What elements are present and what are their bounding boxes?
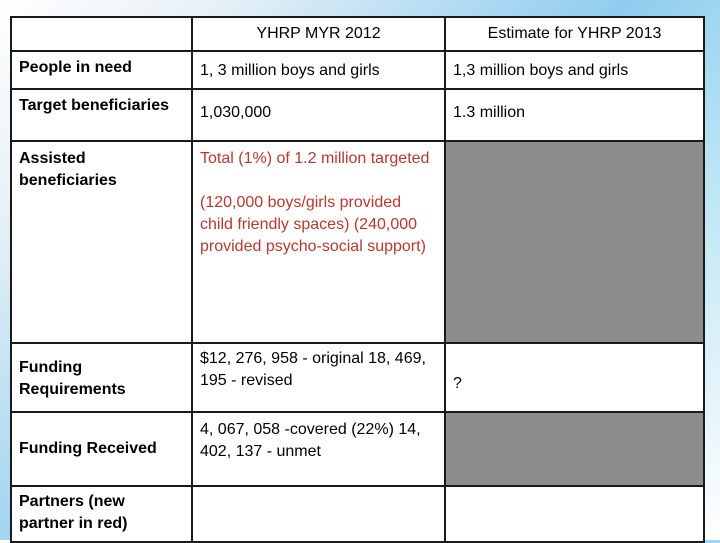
header-yhrp-2012: YHRP MYR 2012 <box>192 17 445 51</box>
row-label-assisted-beneficiaries: Assisted beneficiaries <box>11 141 192 343</box>
row-label-partners: Partners (new partner in red) <box>11 486 192 542</box>
table-row <box>11 343 704 412</box>
funding-received-2013 <box>445 412 704 486</box>
people-in-need-2012: 1, 3 million boys and girls <box>192 51 445 89</box>
table-row <box>11 51 704 89</box>
assisted-total-text: Total (1%) of 1.2 million targeted <box>200 150 430 167</box>
people-in-need-2013: 1,3 million boys and girls <box>445 51 704 89</box>
row-label-target-beneficiaries: Target beneficiaries <box>11 89 192 141</box>
row-label-funding-requirements: Funding Requirements <box>11 343 192 412</box>
target-beneficiaries-2013: 1.3 million <box>445 89 704 141</box>
assisted-beneficiaries-2012 <box>192 141 445 343</box>
table-row <box>11 141 704 343</box>
partners-2012 <box>192 486 445 542</box>
assisted-breakdown-text: (120,000 boys/girls provided child friendly spaces) (240,000 provided psycho-social support) <box>200 194 426 255</box>
funding-requirements-2013: ? <box>445 343 704 412</box>
funding-received-2012: 4, 067, 058 -covered (22%) 14, 402, 137 - unmet <box>192 412 445 486</box>
beneficiary-table <box>10 16 705 543</box>
assisted-beneficiaries-2013 <box>445 141 704 343</box>
row-label-people-in-need: People in need <box>11 51 192 89</box>
table-row <box>11 89 704 141</box>
row-label-funding-received: Funding Received <box>11 412 192 486</box>
header-estimate-2013: Estimate for YHRP 2013 <box>445 17 704 51</box>
table-row <box>11 486 704 542</box>
target-beneficiaries-2012: 1,030,000 <box>192 89 445 141</box>
table-row <box>11 412 704 486</box>
funding-requirements-2012: $12, 276, 958 - original 18, 469, 195 - revised <box>192 343 445 412</box>
partners-2013 <box>445 486 704 542</box>
table-header-row <box>11 17 704 51</box>
header-empty-cell <box>11 17 192 51</box>
